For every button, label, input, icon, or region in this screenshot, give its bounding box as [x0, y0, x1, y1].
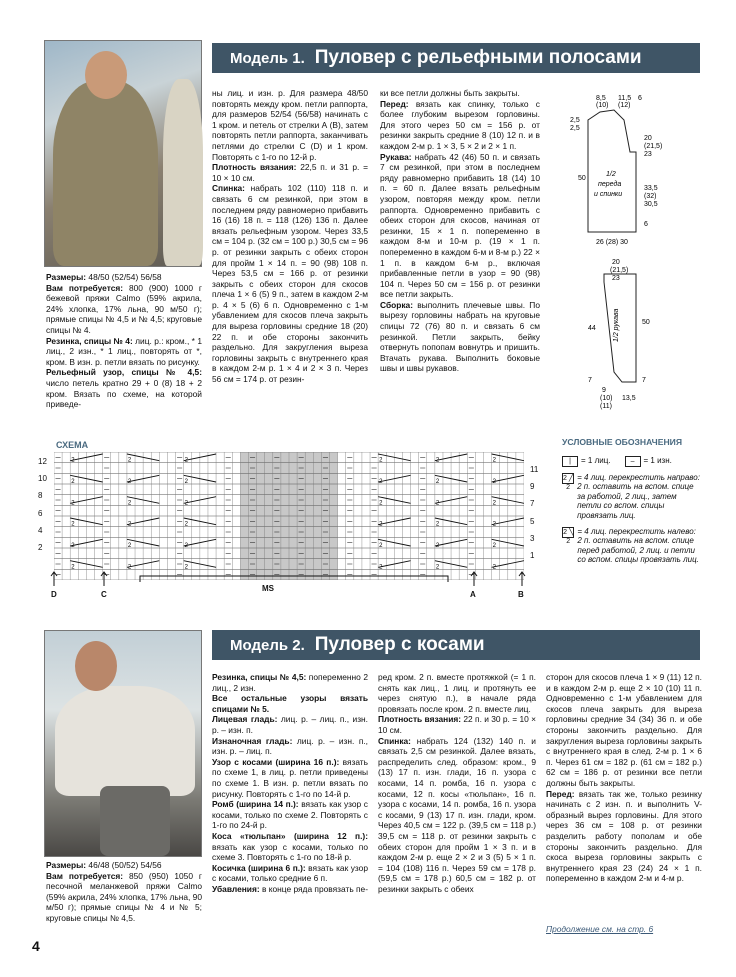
model2-figure-body [55, 686, 195, 796]
model1-figure-left [53, 81, 158, 266]
model2-column-1 [46, 860, 202, 924]
model1-figure-right [163, 79, 203, 266]
model2-column-4 [546, 672, 702, 884]
paragraph-body: лиц. р. – изн. п., изн. р. – лиц. п. [212, 735, 369, 757]
legend-symbol-purl: – [625, 456, 641, 467]
schema-row-number-left: 4 [38, 525, 43, 535]
paragraph-body: вязать как узор с косами, только по схеме 3. Повторять с 1-го по 18-й р. [212, 841, 368, 863]
schema-cable-digit: 2 [127, 521, 132, 528]
schema-row-number-left: 12 [38, 457, 47, 466]
paragraph-heading: Размеры: [46, 860, 87, 870]
schema-marker-c: C [101, 590, 107, 599]
paragraph [378, 714, 536, 735]
arrow-c [101, 572, 107, 586]
front-side-9: 30,5 [644, 201, 658, 208]
paragraph [378, 672, 536, 714]
schema-row-number-right: 5 [530, 516, 535, 526]
paragraph-body: 48/50 (52/54) 56/58 [86, 272, 162, 282]
schema-cable-digit: 2 [492, 500, 496, 507]
front-label-2: переда [598, 181, 622, 188]
paragraph [212, 736, 368, 757]
front-side-2: 2,5 [570, 125, 580, 132]
sleeve-top-2: (21,5) [610, 267, 629, 274]
paragraph-body: набрать 42 (46) 50 п. и связать 7 см резинкой, при этом в последнем ряду равномерно прибавить 18 (14) 10 п. = 60 п. Далее вязать рельефным узором, повторяя между кром. петли раппорта. Одновременно прибавить с обеих сторон для скосов, начиная от резинки, 15 × 1 п. попеременно в каждом 8-м и 10-м р. (19 × 1 п. попеременно в каждом 6-м и 8-м р.) 22 × 1 п. в каждом 6-м р., включая прибавленные петли в узор = 90 (98) 104 п. Через 50 см = 156 р. от резинки все петли закрыть. [380, 151, 540, 300]
sleeve-side-1: 44 [588, 325, 596, 332]
schema-cable-digit: 2 [379, 521, 383, 528]
legend-item-cross-right [562, 473, 702, 521]
schema-cable-digit: 2 [127, 500, 132, 507]
model1-label: Модель 1. [230, 49, 305, 67]
legend-symbol-knit: | [562, 456, 578, 467]
front-bottom: 26 (28) 30 [596, 239, 628, 246]
model2-figure-legs [100, 786, 170, 856]
sleeve-pattern-outline [604, 274, 636, 382]
legend-symbol-cross-left: 2 ╲ 2 [563, 528, 574, 545]
paragraph-body: лиц. р. – лиц. п., изн. р. – изн. п. [212, 714, 368, 735]
paragraph-heading: Убавления: [212, 883, 260, 894]
paragraph-heading: Резинка, спицы № 4: [46, 335, 133, 346]
paragraph-body: попеременно 2 лиц., 2 изн. [212, 672, 368, 693]
schema-marker-d: D [51, 590, 57, 599]
paragraph-body: 800 (900) 1000 г бежевой пряжи Calmo (59% акрила, 24% хлопка, 17% льна, 90 м/50 г); прямые спицы № 4,5 и № 4,5; круговые спицы № 4. [46, 282, 202, 335]
front-top-4: (12) [618, 102, 631, 109]
schema-cable-digit: 2 [71, 543, 75, 549]
paragraph-body: вязать по схеме 1, в лиц. р. петли приведены по схеме 1. В изн. р. петли вязать по рисунку. Повторять с 1-го по 14-й р. [212, 756, 369, 799]
paragraph-heading: Плотность вязания: [378, 714, 462, 725]
schema-cable-digit: 2 [71, 479, 75, 485]
paragraph-body: вязать как узор с косами, только по схеме 2. Повторять с 1-го по 24-й р. [212, 799, 368, 831]
paragraph-heading: Спинка: [212, 183, 245, 194]
front-side-4: (21,5) [644, 143, 663, 150]
paragraph-heading: Ромб (ширина 14 п.): [212, 799, 299, 810]
paragraph-heading: Изнаночная гладь: [212, 735, 293, 746]
schema-cable-digit: 2 [379, 479, 383, 485]
sleeve-top-3: 23 [612, 275, 620, 282]
paragraph [212, 799, 368, 831]
model2-photo [44, 630, 202, 857]
schema-cable-digit: 2 [435, 564, 440, 571]
paragraph-body: лиц. р.: кром., * 1 лиц., 2 изн., * 1 лиц., повторять от *, кром. В изн. р. петли вязать по рисунку. [46, 335, 202, 367]
sleeve-side-3: 7 [588, 377, 592, 384]
paragraph [378, 736, 536, 895]
schema-row-number-right: 11 [530, 465, 539, 474]
legend-text-cross-left: = 4 лиц. перекрестить налево: 2 п. оставить на вспом. спице перед работой, 2 лиц. и петли со вспом. спицы провязать лиц. [577, 526, 699, 565]
paragraph [212, 863, 368, 884]
model2-figure-head [75, 641, 117, 691]
front-side-1: 2,5 [570, 117, 580, 124]
schema-cable-digit: 2 [492, 564, 496, 571]
front-side-6: 50 [578, 175, 586, 182]
model1-banner [212, 43, 700, 73]
schema-row-number-left: 2 [38, 543, 43, 552]
paragraph [546, 672, 702, 789]
legend-item-purl [625, 456, 672, 467]
paragraph-heading: Узор с косами (ширина 16 п.): [212, 756, 340, 767]
model2-title: Пуловер с косами [314, 634, 485, 655]
schema-cable-digit: 2 [127, 564, 132, 571]
front-top-5: 6 [638, 95, 642, 102]
paragraph [46, 871, 202, 924]
schema-row-number-right: 1 [530, 551, 535, 560]
sleeve-side-2: 50 [642, 319, 650, 326]
paragraph-heading: Рукава: [380, 151, 412, 162]
paragraph-heading: Рельефный узор, спицы № 4,5: [46, 367, 202, 378]
model1-photo [44, 40, 202, 267]
schema-marker-ms: MS [262, 584, 274, 593]
schema-cable-digit: 2 [492, 521, 496, 528]
model1-pattern-diagrams [548, 92, 688, 422]
sleeve-top-1: 20 [612, 259, 620, 266]
schema-cable-digit: 2 [71, 521, 75, 528]
paragraph [212, 714, 368, 735]
paragraph-body: 850 (950) 1050 г песочной меланжевой пряжи Calmo (59% акрила, 24% хлопка, 17% льна, 90 м/50 г); прямые спицы № 4 и № 5; круговые спицы № 4,5. [46, 870, 202, 923]
paragraph [212, 831, 368, 863]
paragraph-heading: Спинка: [378, 735, 411, 746]
model2-label: Модель 2. [230, 636, 305, 654]
paragraph [46, 336, 202, 368]
front-label-1: 1/2 [606, 171, 616, 178]
continued-text[interactable]: Продолжение см. на стр. 6 [546, 924, 654, 934]
paragraph [212, 672, 368, 693]
paragraph [46, 860, 202, 871]
paragraph-body: ки все петли должны быть закрыты. [380, 88, 520, 98]
schema-row-number-left: 10 [38, 474, 47, 484]
paragraph [380, 99, 540, 152]
sleeve-bottom-4: 13,5 [622, 395, 636, 402]
paragraph [46, 367, 202, 409]
arrow-d [51, 572, 57, 586]
sleeve-bottom-3: (11) [600, 403, 612, 410]
schema-cable-digit: 2 [184, 564, 188, 571]
paragraph-body: вязать так же, только резинку начинать с 2 изн. п. и выполнить V-образный вырез горловины. Для этого через 36 см = 108 р. от резинки разделить работу пополам и обе стороны закончить раздельно. Для скоса выреза горловины закрыть с внутреннего края 23 (24) 24 × 1 п. попеременно в каждом 2-м и 4-м р. [546, 788, 702, 884]
paragraph-body: сторон для скосов плеча 1 × 9 (11) 12 п. и в каждом 2-м р. еще 2 × 10 (10) 11 п. Одновременно с 1-м убавлением для скосов плеча закрыть для выреза горловины средние 34 (34) 36 п. и обе стороны закончить раздельно. Для закругления выреза горловины закрыть с внутреннего края в след. 2-м р. 1 × 6 п. Через 61 см = 182 р. (61 см = 182 р.) 62 см = 186 р. от резинки все петли должны быть закрыты. [546, 672, 702, 788]
page-number: 4 [32, 938, 40, 954]
schema-cable-digit: 2 [435, 543, 440, 549]
sleeve-bottom-1: 9 [602, 387, 606, 394]
model2-column-2 [212, 672, 368, 894]
paragraph [380, 152, 540, 300]
front-side-5: 23 [644, 151, 652, 158]
paragraph-body: набрать 102 (110) 118 п. и связать 6 см резинкой, при этом в последнем ряду равномерно прибавить 16 (16) 18 п. = 118 (126) 136 п. Далее вязать рельефным узором. Через 33,5 см = 104 р. (32 см = 100 р.) 30,5 см = 96 р. от резинки закрыть с обеих сторон для пройм 1 × 14 п. = 90 (98) 108 п. Через 53,5 см = 166 р. от резинки закрыть с обеих сторон для скосов плеча 1 × 6 (5) 9 п., затем в каждом 2-м р. 4 × 5 (6) 6 п. Одновременно с 1-м убавлением для скосов плеча закрыть для выреза горловины средние 18 (20) 22 п. и обе стороны закончить раздельно. Для закругления выреза горловины закрыть с внутреннего края в каждом 2-м р. 1 × 4 и 2 × 3 п. Через 56 см = 174 р. от резин- [212, 183, 368, 385]
schema-cable-digit: 2 [127, 543, 132, 549]
schema-cable-digit: 2 [379, 500, 383, 507]
paragraph-heading: Перед: [546, 788, 575, 799]
schema-grid [54, 452, 524, 580]
schema-cable-digit: 2 [492, 479, 496, 485]
schema-title: СХЕМА [56, 440, 89, 450]
paragraph [212, 884, 368, 895]
ms-bracket [140, 576, 448, 582]
legend-item-knit [562, 456, 611, 467]
schema-cable-digit: 2 [492, 543, 496, 549]
schema-row-number-left: 8 [38, 491, 43, 501]
front-top-3: (10) [596, 102, 609, 109]
paragraph-body: ны лиц. и изн. р. Для размера 48/50 повторять между кром. петли раппорта, для размеров 52/54 (56/58) начинать с 1 кром. и петель от стрелки А (В), затем повторять петли раппорта, заканчивать петлями до стрелки С (D) и 1 кром. Повторять с 1-го по 12-й р. [212, 88, 368, 162]
paragraph-heading: Косичка (ширина 6 п.): [212, 862, 306, 873]
paragraph-body: 22,5 п. и 31 р. = 10 × 10 см. [212, 162, 368, 183]
model2-continued-link[interactable] [546, 924, 702, 935]
paragraph-heading: Вам потребуется: [46, 282, 124, 293]
paragraph [212, 757, 368, 799]
schema-cable-digit: 2 [184, 500, 188, 507]
legend-text-knit: = 1 лиц. [581, 456, 611, 466]
paragraph [46, 272, 202, 283]
paragraph [212, 693, 368, 714]
model1-title: Пуловер с рельефными полосами [314, 47, 642, 68]
model1-column-1 [46, 272, 202, 410]
legend-symbol-cross-right: 2 ╱ 2 [563, 474, 574, 491]
schema-row-number-right: 9 [530, 482, 535, 492]
schema-cable-digit: 2 [492, 457, 496, 464]
paragraph-body: 46/48 (50/52) 54/56 [86, 860, 162, 870]
paragraph-heading: Размеры: [46, 272, 87, 282]
schema-row-number-right: 3 [530, 533, 535, 543]
paragraph [380, 300, 540, 374]
paragraph-body: в конце ряда провязать пе- [259, 883, 368, 894]
legend-text-cross-right: = 4 лиц. перекрестить направо: 2 п. оставить на вспом. спице за работой, 2 лиц., затем петли со вспом. спицы провязать лиц. [577, 472, 700, 520]
schema-cable-digit: 2 [379, 457, 383, 464]
paragraph-body: вязать как узор с косами, только средние 6 п. [212, 862, 368, 884]
paragraph-body: выполнить плечевые швы. По вырезу горловины набрать на круговые спицы 72 (76) 80 п. и связать 6 см резинкой. Петли закрыть, бейку отвернуть попопам вовнутрь и пришить. Втачать рукава. Выполнить боковые швы и швы рукавов. [380, 299, 540, 374]
sleeve-side-4: 7 [642, 377, 646, 384]
schema-cable-digit: 2 [71, 457, 75, 464]
schema-cable-digit: 2 [184, 479, 188, 485]
legend-item-cross-left [562, 527, 702, 565]
paragraph-heading: Вам потребуется: [46, 870, 124, 881]
schema-cable-digit: 2 [127, 479, 132, 485]
paragraph [46, 283, 202, 336]
schema-cable-digit: 2 [184, 457, 188, 464]
model1-column-3 [380, 88, 540, 374]
arrow-a [471, 572, 477, 586]
paragraph [380, 88, 540, 99]
schema-marker-b: B [518, 590, 524, 599]
schema-arrows [48, 570, 538, 592]
paragraph-heading: Все остальные узоры вязать спицами № 5. [212, 693, 368, 714]
schema-cable-digit: 2 [184, 543, 188, 549]
schema-cable-digit: 2 [435, 457, 440, 464]
schema-cable-digit: 2 [184, 521, 188, 528]
paragraph-heading: Перед: [380, 98, 409, 109]
paragraph-body: число петель кратно 29 + 0 (8) 18 + 2 кром. Вязать по схеме, на которой приведе- [46, 377, 202, 410]
legend-title: УСЛОВНЫЕ ОБОЗНАЧЕНИЯ [562, 437, 683, 447]
paragraph-body: 22 п. и 30 р. = 10 × 10 см. [378, 714, 536, 735]
paragraph-body: ред кром. 2 п. вместе протяжкой (= 1 п. снять как лиц., 1 лиц. и протянуть ее через снятую п.), в начале ряда провязать после кром. 2 п. вместе лиц. [378, 672, 536, 714]
paragraph-body: вязать как спинку, только с более глубоким вырезом горловины. Для этого через 50 см = 156 р. от резинки закрыть средние 8 (10) 12 п. и в каждом 2-м р. 1 × 3, 5 × 2 и 2 × 1 п. [380, 98, 540, 151]
schema-marker-a: A [470, 590, 476, 599]
front-label-3: и спинки [594, 191, 623, 198]
arrow-b [519, 572, 525, 586]
model1-column-2 [212, 88, 368, 385]
schema-cable-digit: 2 [435, 479, 440, 485]
model1-figure-head [85, 51, 127, 99]
schema-cable-digit: 2 [435, 521, 440, 528]
paragraph-heading: Резинка, спицы № 4,5: [212, 672, 307, 682]
schema-cable-digit: 2 [127, 457, 132, 464]
schema-cable-digit: 2 [435, 500, 440, 507]
paragraph-heading: Лицевая гладь: [212, 714, 278, 725]
sleeve-bottom-2: (10) [600, 395, 613, 402]
schema-cable-digit: 2 [379, 543, 383, 549]
front-side-10: 6 [644, 221, 648, 228]
schema-cable-digit: 2 [379, 564, 383, 571]
paragraph [212, 183, 368, 384]
legend [562, 438, 702, 571]
paragraph [212, 162, 368, 183]
legend-text-purl: = 1 изн. [643, 456, 672, 466]
schema-row-number-right: 7 [530, 499, 535, 509]
schema-cable-digit: 2 [71, 564, 75, 571]
front-top-1: 8,5 [596, 95, 606, 102]
front-side-3: 20 [644, 135, 652, 142]
paragraph [212, 88, 368, 162]
front-side-7: 33,5 [644, 185, 658, 192]
paragraph [546, 789, 702, 884]
paragraph-heading: Плотность вязания: [212, 162, 297, 173]
model2-column-3 [378, 672, 536, 894]
front-side-8: (32) [644, 193, 657, 200]
front-top-2: 11,5 [618, 95, 632, 102]
schema-cable-digit: 2 [71, 500, 75, 507]
paragraph-heading: Сборка: [380, 299, 413, 310]
paragraph-heading: Коса «тюльпан» (ширина 12 п.): [212, 830, 368, 841]
paragraph-body: набрать 124 (132) 140 п. и связать 2,5 см резинкой. Далее вязать, распределить след. образом: кром., 9 (13) 17 п. изн. глади, 16 п. узора с косами, 14 п. ромба, 16 п. узора с косами, 12 п. косы «тюльпан», 16 п. узора с косами, 14 п. ромба, 16 п. узора с косами, 9 (13) 17 п. изн. глади, кром. Через 40,5 см = 122 р. (39,5 см = 118 р.) 39,5 см = 118 р. от резинки закрыть с обеих сторон для пройм 1 × 3 п. и в каждом 2-м р. еще 2 × 2 и 3 (5) 5 × 1 п. = 104 (108) 116 п. Через 59 см = 178 р. (59,5 см = 178 р.) 60,5 см = 182 р. от резинки закрыть с обеих [378, 735, 536, 894]
sleeve-label: 1/2 рукава [613, 308, 620, 342]
schema-row-number-left: 6 [38, 508, 43, 518]
model2-banner [212, 630, 700, 660]
